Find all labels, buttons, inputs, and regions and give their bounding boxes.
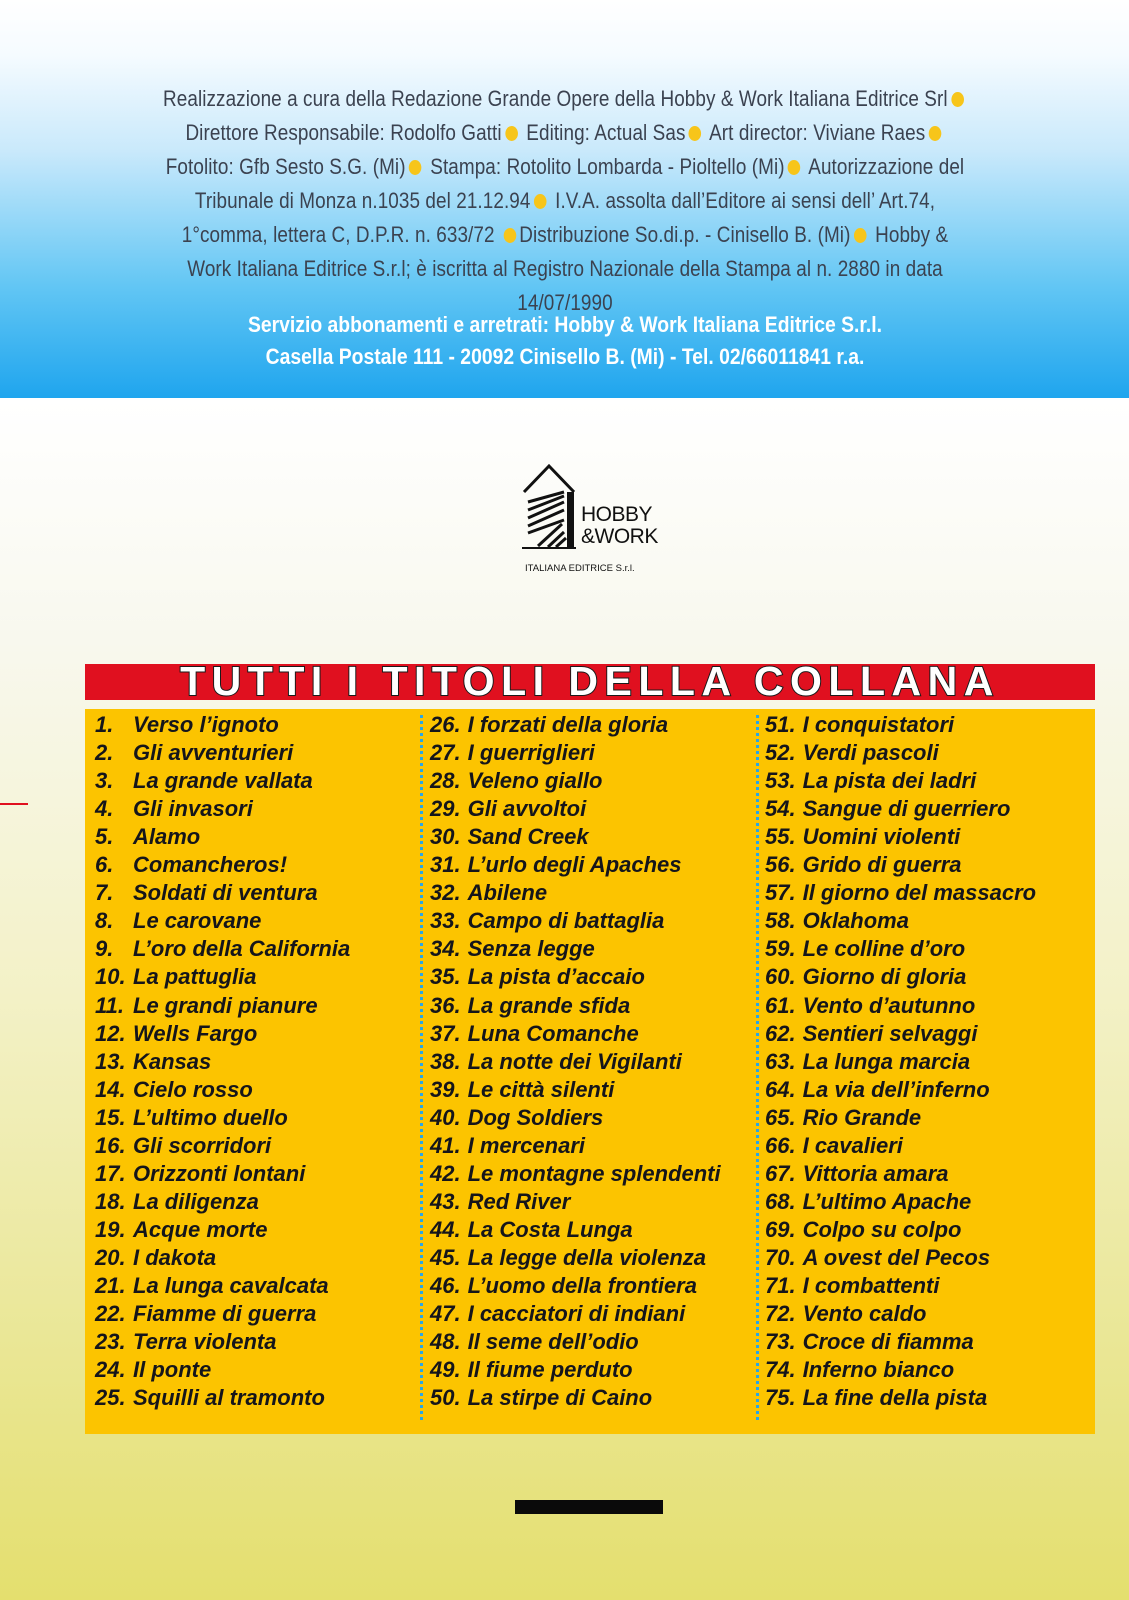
title-number: 40. (430, 1104, 461, 1130)
credits-text (158, 82, 973, 320)
title-list-item (95, 795, 253, 823)
title-list-item (765, 739, 939, 767)
title-list-item (430, 1272, 697, 1300)
publisher-logo (525, 468, 675, 583)
title-number: 28. (430, 768, 461, 794)
title-list-item (95, 1188, 259, 1216)
title-name: La notte dei Vigilanti (467, 1048, 682, 1074)
logo-brand (581, 504, 658, 548)
bullet-dot-icon (409, 160, 422, 175)
title-number: 43. (430, 1188, 461, 1214)
title-name: Grido di guerra (802, 852, 962, 878)
title-list-item (430, 1300, 685, 1328)
title-list-item (95, 1272, 329, 1300)
title-number: 5. (95, 824, 114, 850)
title-number: 51. (765, 712, 796, 737)
title-number: 15. (95, 1104, 126, 1130)
credit-fotolito: Fotolito: Gfb Sesto S.G. (Mi) (165, 154, 406, 179)
title-name: I mercenari (467, 1132, 585, 1158)
title-number: 27. (430, 740, 461, 766)
title-list-item (765, 823, 960, 851)
title-list-item (95, 992, 318, 1020)
title-number: 53. (765, 768, 796, 794)
title-number: 60. (765, 964, 796, 990)
title-number: 59. (765, 936, 796, 962)
title-list-item (95, 1300, 316, 1328)
title-name: Il fiume perduto (467, 1357, 633, 1383)
bullet-dot-icon (788, 160, 801, 175)
title-list-item (430, 823, 589, 851)
title-list-item (95, 823, 200, 851)
title-name: Alamo (133, 824, 201, 850)
title-number: 23. (95, 1329, 126, 1355)
title-list-item (765, 1328, 974, 1356)
title-name: Le città silenti (467, 1076, 615, 1102)
title-number: 13. (95, 1048, 126, 1074)
title-list-item (95, 1048, 211, 1076)
title-number: 2. (95, 740, 114, 766)
title-name: I combattenti (802, 1273, 940, 1298)
column-divider (420, 715, 423, 1420)
title-list-item (765, 851, 962, 879)
title-name: Kansas (133, 1048, 212, 1074)
subscriptions-info (148, 309, 982, 373)
title-number: 48. (430, 1329, 461, 1355)
title-list-item (95, 1328, 276, 1356)
title-list-item (430, 1188, 570, 1216)
title-number: 8. (95, 908, 114, 934)
title-list-item (430, 879, 547, 907)
title-number: 9. (95, 936, 114, 962)
title-name: La legge della violenza (467, 1244, 707, 1270)
logo-brand-line-2: &WORK (581, 525, 658, 548)
title-list-item (765, 711, 954, 739)
title-name: La pista d’accaio (467, 964, 645, 990)
title-number: 47. (430, 1301, 461, 1327)
title-number: 42. (430, 1160, 461, 1186)
credit-editing: Editing: Actual Sas (526, 120, 686, 145)
title-number: 1. (95, 712, 114, 737)
title-number: 39. (430, 1076, 461, 1102)
title-list-item (765, 1188, 971, 1216)
title-name: I cavalieri (802, 1132, 903, 1158)
title-list-item (430, 1132, 585, 1160)
titles-column-3 (765, 709, 1090, 1434)
title-name: Oklahoma (802, 908, 909, 934)
title-list-item (430, 851, 682, 879)
title-list-item (95, 1132, 271, 1160)
credit-stampa: Stampa: Rotolito Lombarda - Pioltello (Mi) (430, 154, 785, 179)
title-list-item (430, 767, 602, 795)
title-name: La stirpe di Caino (467, 1385, 653, 1411)
title-number: 16. (95, 1132, 126, 1158)
title-number: 11. (95, 992, 124, 1018)
title-name: Acque morte (133, 1216, 268, 1242)
title-name: I cacciatori di indiani (467, 1301, 686, 1327)
house-logo-icon (520, 462, 580, 556)
title-name: Croce di fiamma (802, 1329, 974, 1355)
title-list-item (430, 1160, 721, 1188)
bullet-dot-icon (534, 194, 547, 209)
title-name: A ovest del Pecos (802, 1244, 991, 1270)
title-list-item (765, 1216, 961, 1244)
title-name: Sand Creek (467, 824, 589, 850)
title-name: Luna Comanche (467, 1020, 639, 1046)
title-list-item (430, 907, 664, 935)
title-list-item (95, 739, 293, 767)
title-number: 56. (765, 852, 796, 878)
title-list-item (765, 1272, 940, 1300)
decorative-black-bar (515, 1500, 663, 1514)
title-number: 10. (95, 964, 126, 990)
title-list-item (765, 992, 975, 1020)
title-name: Uomini violenti (802, 824, 961, 850)
title-name: La fine della pista (802, 1385, 988, 1411)
title-number: 24. (95, 1357, 126, 1383)
title-list-item (765, 1356, 954, 1384)
title-name: L’urlo degli Apaches (467, 852, 682, 878)
title-list-item (765, 1104, 921, 1132)
credit-iva: I.V.A. assolta dall’Editore ai sensi dell’ Art.74, 1°comma, lettera C, D.P.R. n. 633/72 (181, 188, 936, 247)
title-number: 68. (765, 1188, 796, 1214)
title-list-item (430, 1244, 706, 1272)
title-number: 38. (430, 1048, 461, 1074)
title-name: La via dell’inferno (802, 1076, 990, 1102)
title-number: 31. (430, 852, 461, 878)
title-list-item (430, 739, 595, 767)
title-number: 20. (95, 1244, 126, 1270)
title-name: Vento d’autunno (802, 992, 976, 1018)
title-list-item (95, 767, 313, 795)
title-name: L’uomo della frontiera (467, 1273, 697, 1298)
title-number: 44. (430, 1216, 461, 1242)
credit-authorization: Autorizzazione del Tribunale di Monza n.1035 del 21.12.94 (194, 154, 965, 213)
title-number: 49. (430, 1357, 461, 1383)
title-number: 70. (765, 1244, 796, 1270)
title-name: Vittoria amara (802, 1160, 949, 1186)
bullet-dot-icon (929, 126, 942, 141)
title-list-item (430, 992, 630, 1020)
title-number: 29. (430, 796, 461, 822)
title-list-item (95, 963, 256, 991)
title-number: 65. (765, 1104, 796, 1130)
title-name: La pattuglia (133, 964, 257, 990)
title-name: Soldati di ventura (133, 880, 318, 906)
subscriptions-line-2: Casella Postale 111 - 20092 Cinisello B. (Mi) - Tel. 02/66011841 r.a. (265, 344, 865, 369)
title-name: L’ultimo Apache (802, 1188, 972, 1214)
title-list-item (765, 767, 976, 795)
logo-brand-line-1: HOBBY (581, 503, 653, 526)
title-name: Verso l’ignoto (133, 712, 279, 737)
title-name: La Costa Lunga (467, 1216, 633, 1242)
title-list-item (95, 907, 261, 935)
title-name: Sentieri selvaggi (802, 1020, 978, 1046)
title-list-item (95, 1244, 216, 1272)
title-list-item (765, 1076, 990, 1104)
title-name: Vento caldo (802, 1301, 927, 1327)
logo-subtitle: ITALIANA EDITRICE S.r.l. (525, 563, 635, 574)
title-number: 52. (765, 740, 796, 766)
bullet-dot-icon (951, 92, 964, 107)
title-number: 25. (95, 1385, 126, 1411)
title-number: 37. (430, 1020, 461, 1046)
title-number: 61. (765, 992, 796, 1018)
title-name: L’oro della California (133, 936, 351, 962)
title-number: 62. (765, 1020, 796, 1046)
title-name: Comancheros! (133, 852, 288, 878)
title-name: Red River (467, 1188, 571, 1214)
title-name: Colpo su colpo (802, 1216, 962, 1242)
title-name: Gli avventurieri (133, 740, 294, 766)
title-number: 71. (765, 1273, 796, 1298)
title-name: La grande vallata (133, 768, 313, 794)
title-name: Campo di battaglia (467, 908, 665, 934)
title-number: 63. (765, 1048, 796, 1074)
title-number: 75. (765, 1385, 796, 1411)
title-list-item (430, 1356, 633, 1384)
title-list-item (765, 1300, 926, 1328)
title-number: 66. (765, 1132, 796, 1158)
title-list-item (95, 879, 318, 907)
title-list-item (430, 1328, 639, 1356)
title-number: 12. (95, 1020, 126, 1046)
title-list-item (95, 935, 350, 963)
credit-production: Realizzazione a cura della Redazione Grande Opere della Hobby & Work Italiana Editrice Srl (163, 86, 948, 111)
title-list-item (765, 879, 1036, 907)
title-name: Sangue di guerriero (802, 796, 1011, 822)
title-number: 45. (430, 1244, 461, 1270)
title-name: Fiamme di guerra (133, 1301, 317, 1327)
title-list-item (765, 1384, 987, 1412)
title-name: I dakota (133, 1244, 217, 1270)
title-list-item (765, 1020, 977, 1048)
titles-column-2 (430, 709, 760, 1434)
title-name: Il ponte (133, 1357, 212, 1383)
title-name: La pista dei ladri (802, 768, 977, 794)
title-name: Il seme dell’odio (467, 1329, 639, 1355)
title-number: 74. (765, 1357, 796, 1383)
title-list-item (430, 1216, 633, 1244)
title-number: 32. (430, 880, 461, 906)
title-number: 19. (95, 1216, 126, 1242)
title-number: 64. (765, 1076, 796, 1102)
title-list-item (95, 851, 287, 879)
title-name: Gli scorridori (133, 1132, 272, 1158)
title-number: 34. (430, 936, 461, 962)
title-name: Cielo rosso (133, 1076, 253, 1102)
title-list-item (95, 1076, 253, 1104)
bullet-dot-icon (854, 228, 867, 243)
title-name: Squilli al tramonto (133, 1385, 325, 1411)
registration-mark (0, 803, 28, 805)
title-list-item (95, 711, 279, 739)
titles-list (85, 709, 1095, 1434)
title-list-item (95, 1160, 305, 1188)
title-name: La grande sfida (467, 992, 631, 1018)
title-name: Veleno giallo (467, 768, 603, 794)
title-list-item (430, 1048, 682, 1076)
title-list-item (765, 907, 909, 935)
title-list-item (430, 1076, 614, 1104)
title-list-item (765, 1244, 990, 1272)
title-list-item (95, 1356, 211, 1384)
title-number: 4. (95, 796, 114, 822)
title-name: Le montagne splendenti (467, 1160, 721, 1186)
title-name: Le carovane (133, 908, 262, 934)
title-number: 35. (430, 964, 461, 990)
bullet-dot-icon (505, 126, 518, 141)
title-name: Inferno bianco (802, 1357, 955, 1383)
title-list-item (430, 935, 595, 963)
title-name: Giorno di gloria (802, 964, 967, 990)
title-name: Gli invasori (133, 796, 253, 822)
title-list-item (765, 935, 965, 963)
title-number: 67. (765, 1160, 796, 1186)
title-list-item (95, 1104, 288, 1132)
title-number: 14. (95, 1076, 126, 1102)
title-number: 22. (95, 1301, 126, 1327)
title-list-item (430, 1020, 639, 1048)
title-name: Orizzonti lontani (133, 1160, 306, 1186)
title-name: Gli avvoltoi (467, 796, 587, 822)
title-list-item (430, 795, 586, 823)
title-name: Wells Fargo (133, 1020, 258, 1046)
title-name: Rio Grande (802, 1104, 922, 1130)
titles-banner-heading: TUTTI I TITOLI DELLA COLLANA (180, 658, 1000, 704)
title-list-item (95, 1216, 267, 1244)
title-number: 36. (430, 992, 461, 1018)
title-number: 50. (430, 1385, 461, 1411)
title-number: 18. (95, 1188, 126, 1214)
credit-art-director: Art director: Viviane Raes (709, 120, 926, 145)
title-number: 69. (765, 1216, 796, 1242)
title-number: 30. (430, 824, 461, 850)
title-list-item (430, 1104, 603, 1132)
bullet-dot-icon (689, 126, 702, 141)
title-number: 33. (430, 908, 461, 934)
credit-director: Direttore Responsabile: Rodolfo Gatti (185, 120, 502, 145)
title-number: 21. (95, 1273, 126, 1298)
subscriptions-line-1: Servizio abbonamenti e arretrati: Hobby & Work Italiana Editrice S.r.l. (247, 312, 883, 337)
title-number: 41. (430, 1132, 461, 1158)
credit-registry: Hobby & Work Italiana Editrice S.r.l; è iscritta al Registro Nazionale della Stampa al n. 2880 in data 14/07/1990 (187, 222, 949, 315)
title-number: 55. (765, 824, 796, 850)
title-name: Le colline d’oro (802, 936, 966, 962)
title-name: La diligenza (133, 1188, 259, 1214)
title-list-item (430, 1384, 652, 1412)
title-number: 72. (765, 1301, 796, 1327)
title-list-item (765, 1132, 903, 1160)
title-list-item (765, 795, 1010, 823)
title-list-item (95, 1384, 325, 1412)
title-name: Le grandi pianure (133, 992, 318, 1018)
title-name: I guerriglieri (467, 740, 595, 766)
title-number: 3. (95, 768, 114, 794)
title-number: 54. (765, 796, 796, 822)
title-list-item (95, 1020, 257, 1048)
title-name: Terra violenta (133, 1329, 277, 1355)
bullet-dot-icon (503, 228, 516, 243)
title-name: La lunga cavalcata (133, 1273, 329, 1298)
title-number: 46. (430, 1273, 461, 1298)
title-list-item (430, 711, 668, 739)
title-list-item (765, 1160, 949, 1188)
title-name: Senza legge (467, 936, 595, 962)
title-number: 26. (430, 712, 461, 737)
titles-column-1 (95, 709, 415, 1434)
title-name: I conquistatori (802, 712, 955, 737)
title-number: 57. (765, 880, 796, 906)
title-number: 17. (95, 1160, 126, 1186)
title-name: L’ultimo duello (133, 1104, 288, 1130)
title-list-item (430, 963, 645, 991)
title-name: Abilene (467, 880, 548, 906)
title-name: I forzati della gloria (467, 712, 669, 737)
title-name: La lunga marcia (802, 1048, 971, 1074)
title-number: 58. (765, 908, 796, 934)
title-name: Verdi pascoli (802, 740, 939, 766)
title-list-item (765, 963, 966, 991)
credit-distribution: Distribuzione So.di.p. - Cinisello B. (Mi) (519, 222, 851, 247)
title-name: Il giorno del massacro (802, 880, 1037, 906)
title-list-item (765, 1048, 970, 1076)
title-name: Dog Soldiers (467, 1104, 604, 1130)
title-number: 73. (765, 1329, 796, 1355)
title-number: 7. (95, 880, 114, 906)
title-number: 6. (95, 852, 114, 878)
